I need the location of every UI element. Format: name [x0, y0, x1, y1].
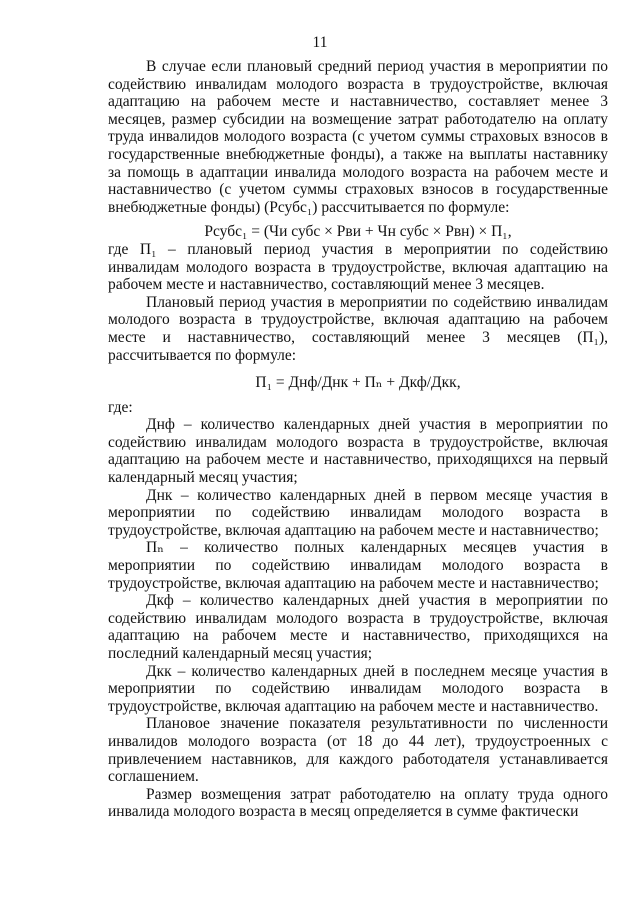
paragraph-p1-definition: где П₁ – плановый период участия в мероприятии по содействию инвалидам молодого возраста в трудоустройстве, включая адаптацию на рабочем месте и наставничество, составляющий менее 3 месяцев. — [108, 240, 608, 294]
paragraph-period-intro: Плановый период участия в мероприятии по содействию инвалидам молодого возраста в трудоустройстве, включая адаптацию на рабочем месте и наставничество, составляющий менее 3 месяцев (П₁), рассчитывается по формуле: — [108, 293, 608, 364]
paragraph-subsidy-intro: В случае если плановый средний период участия в мероприятии по содействию инвалидам молодого возраста в трудоустройстве, включая адаптацию на рабочем месте и наставничество, составляет менее 3 месяцев, размер субсидии на возмещение затрат работодателю на оплату труда инвалидов молодого возраста (с учетом суммы страховых взносов в государственные внебюджетные фонды), а также на выплаты наставнику за помощь в адаптации инвалида молодого возраста на рабочем месте и наставничество (с учетом суммы страховых взносов в государственные внебюджетные фонды) (Рсубс₁) рассчитывается по формуле: — [108, 58, 608, 216]
page-number: 11 — [312, 34, 328, 51]
definition-dnk: Днк – количество календарных дней в первом месяце участия в мероприятии по содействию инвалидам молодого возраста в трудоустройстве, включая адаптацию на рабочем месте и наставничество; — [108, 486, 608, 539]
definition-dkf: Дкф – количество календарных дней участия в мероприятии по содействию инвалидам молодого возраста в трудоустройстве, включая адаптацию на рабочем месте и наставничество, приходящихся на последний календарный месяц участия; — [108, 592, 608, 662]
definition-dkk: Дкк – количество календарных дней в последнем месяце участия в мероприятии по содействию инвалидам молодого возраста в трудоустройстве, включая адаптацию на рабочем месте и наставничество. — [108, 662, 608, 715]
formula-subsidy: Рсубс₁ = (Чи субс × Рви + Чн субс × Рвн) × П₁, — [204, 223, 512, 241]
paragraph-target-value: Плановое значение показателя результативности по численности инвалидов молодого возраста (от 18 до 44 лет), трудоустроенных с привлечением наставников, для каждого работодателя устанавливается соглашением. — [108, 715, 608, 786]
definition-pn: Пₙ – количество полных календарных месяцев участия в мероприятии по содействию инвалидам молодого возраста в трудоустройстве, включая адаптацию на рабочем месте и наставничество; — [108, 539, 608, 592]
where-label: где: — [108, 398, 133, 416]
paragraph-reimbursement-size: Размер возмещения затрат работодателю на оплату труда одного инвалида молодого возраста в месяц определяется в сумме фактически — [108, 785, 608, 821]
document-body — [108, 58, 608, 821]
formula-period: П₁ = Днф/Днк + Пₙ + Дкф/Дкк, — [255, 374, 461, 392]
definition-dnf: Днф – количество календарных дней участия в мероприятии по содействию инвалидам молодого возраста в трудоустройстве, включая адаптацию на рабочем месте и наставничество, приходящихся на первый календарный месяц участия; — [108, 416, 608, 487]
